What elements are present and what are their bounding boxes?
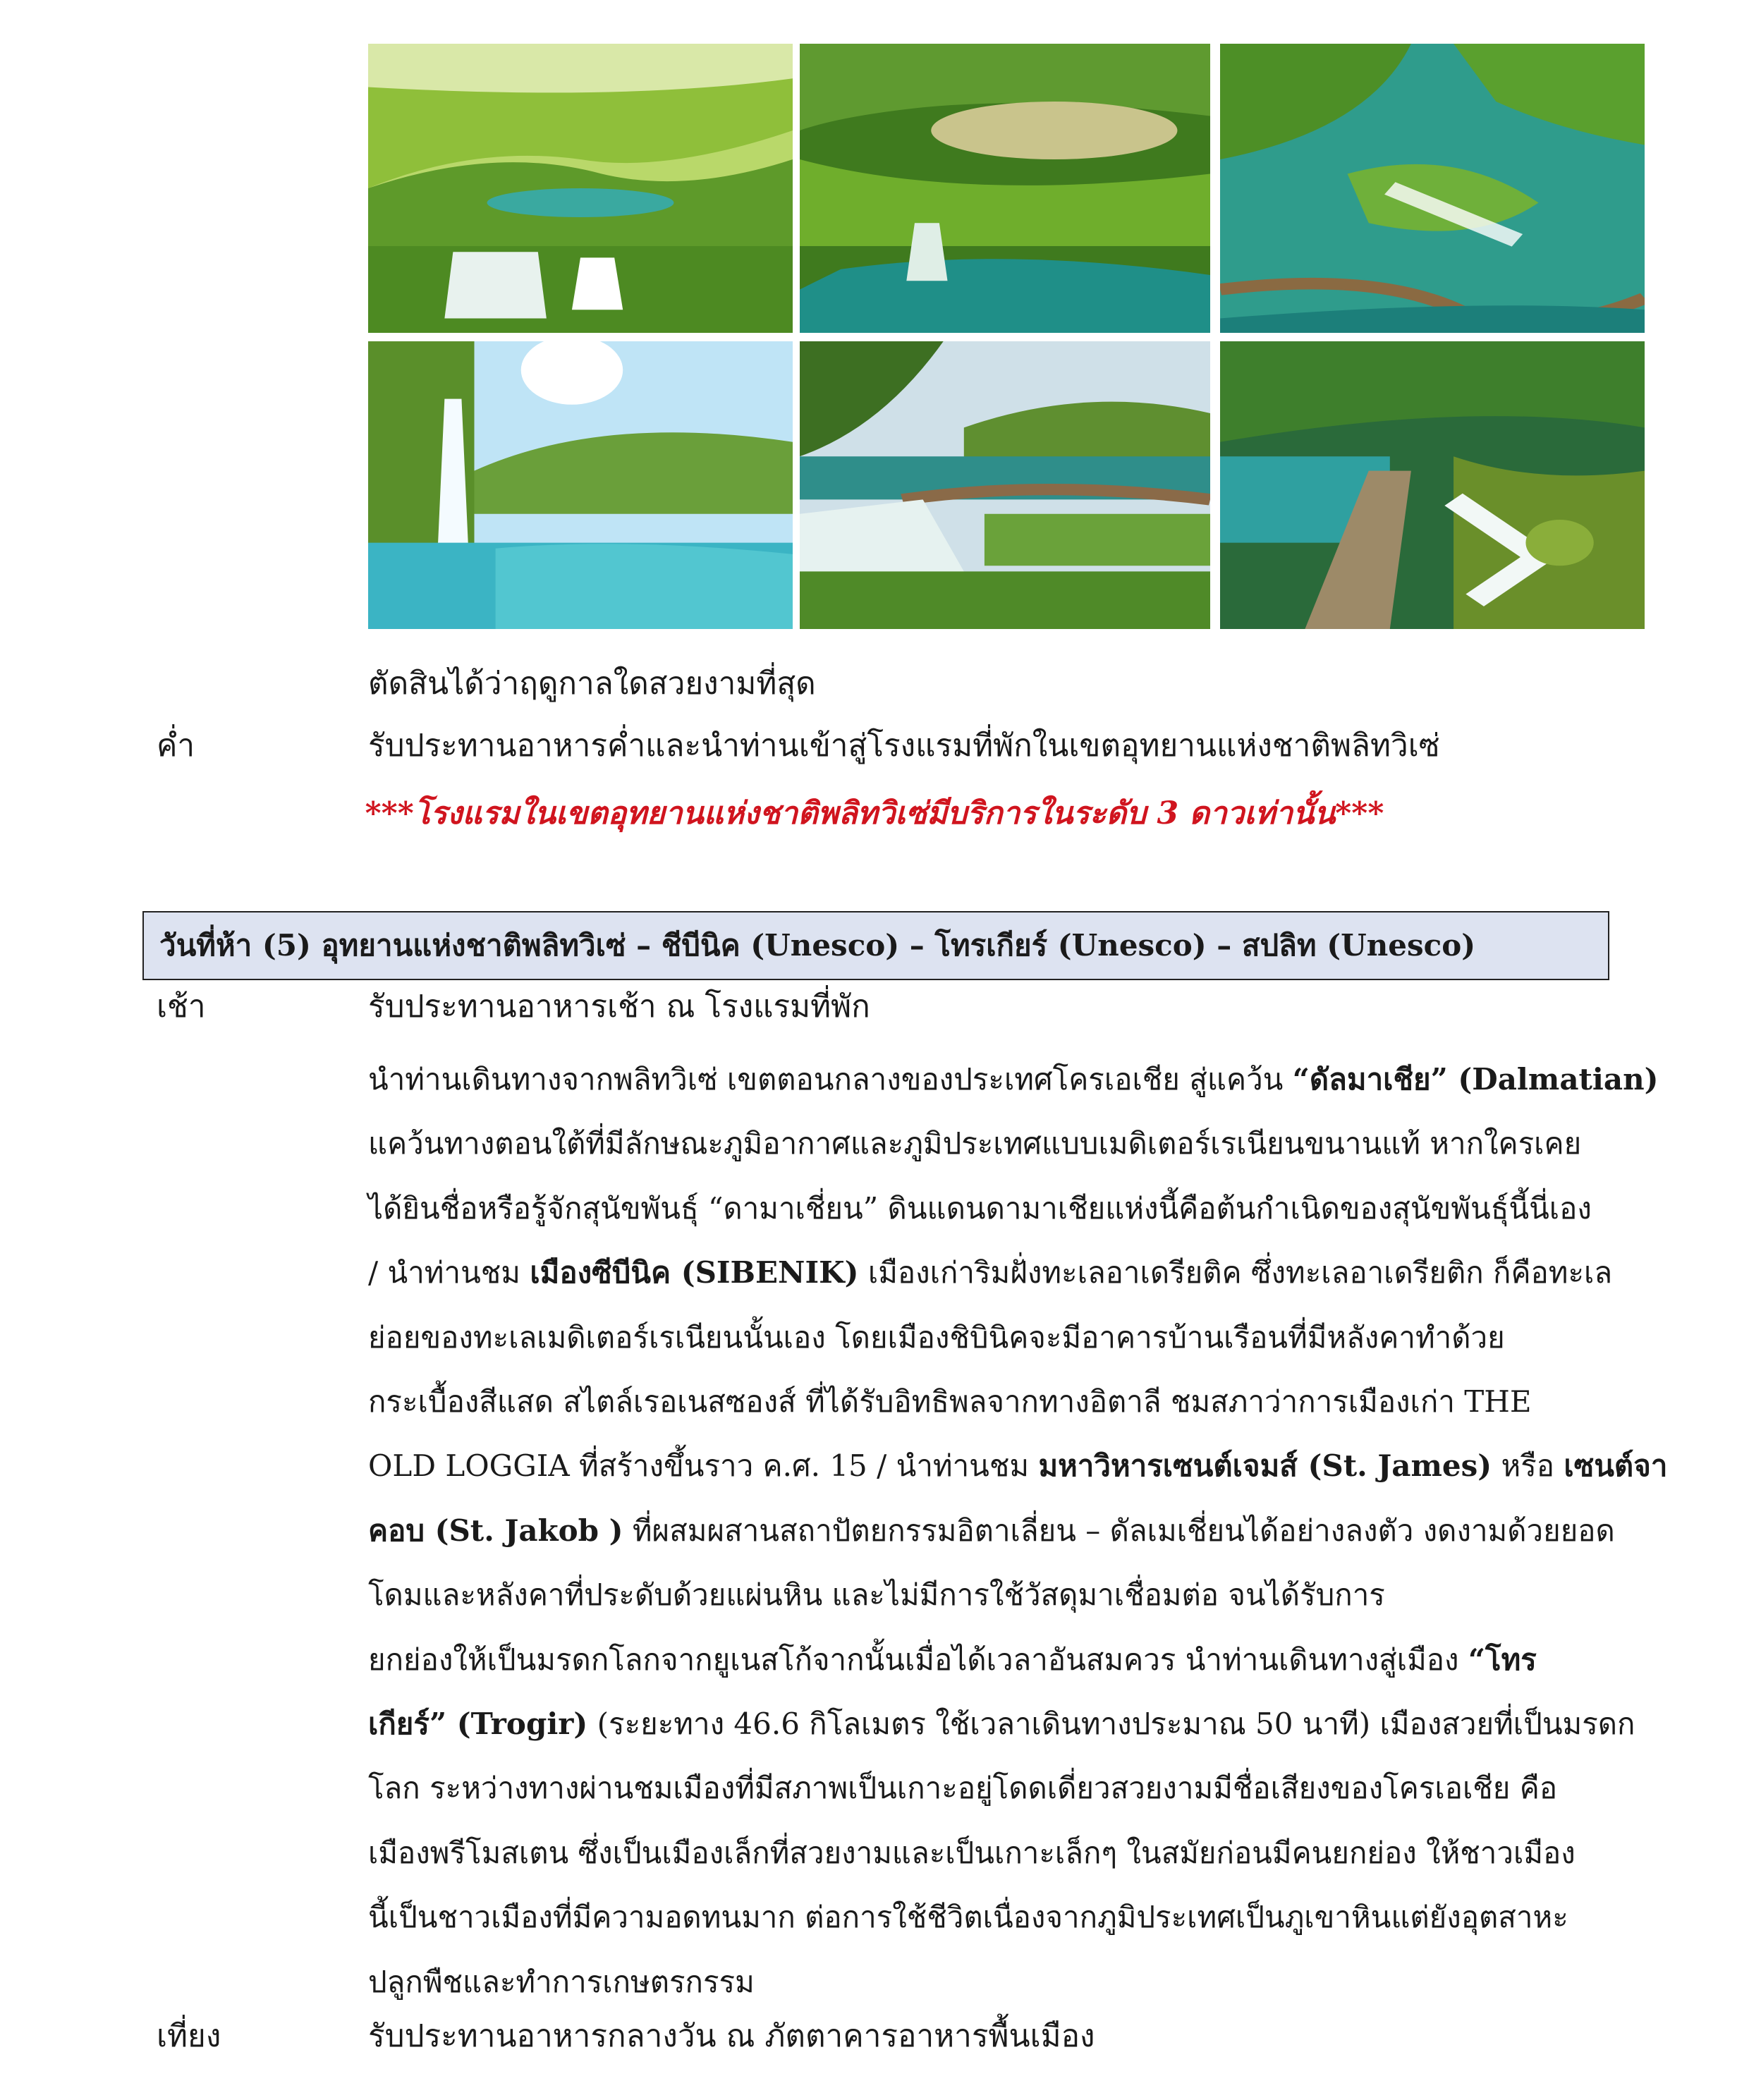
text-run: ได้ยินชื่อหรือรู้จักสุนัขพันธุ์ “ดามาเชี่ยน” ดินแดนดามาเชียแห่งนี้คือต้นกำเนิดของสุนัขพันธุ์นี้นี่เอง — [368, 1190, 1592, 1226]
text-run: โลก ระหว่างทางผ่านชมเมืองที่มีสภาพเป็นเกาะอยู่โดดเดี่ยวสวยงามมีชื่อเสียงของโครเอเชีย คือ — [368, 1771, 1558, 1806]
paragraph-line — [368, 1434, 1668, 1498]
breakfast-text: รับประทานอาหารเช้า ณ โรงแรมที่พัก — [368, 989, 870, 1025]
boardwalk-tourists-photo — [800, 341, 1210, 629]
bold-text: “ดัลมาเชีย” — [1292, 1062, 1448, 1097]
waterfall-valley-photo — [368, 44, 793, 333]
bold-text: มหาวิหารเซนต์เจมส์ (St. James) — [1038, 1448, 1492, 1484]
paragraph-line — [368, 1369, 1609, 1434]
intro-line: ตัดสินได้ว่าฤดูกาลใดสวยงามที่สุด — [368, 666, 816, 702]
bold-text: เซนต์จา — [1564, 1448, 1668, 1484]
paragraph-line — [368, 1111, 1609, 1176]
paragraph-line — [368, 1692, 1635, 1756]
day-five-description — [368, 1047, 1668, 2014]
breakfast-label: เช้า — [157, 989, 206, 1025]
text-run: เมืองพรีโมสเตน ซึ่งเป็นเมืองเล็กที่สวยงามและเป็นเกาะเล็กๆ ในสมัยก่อนมีคนยกย่อง ให้ชาวเมือง — [368, 1835, 1576, 1870]
text-run: นำท่านเดินทางจากพลิทวิเซ่ เขตตอนกลางของประเทศโครเอเชีย สู่แคว้น — [368, 1062, 1293, 1097]
paragraph-line — [368, 1498, 1615, 1563]
paragraph-line — [368, 1950, 1609, 2014]
waterfall-sunny-lake-photo — [368, 341, 793, 629]
text-run: / นำท่านชม — [368, 1255, 530, 1290]
paragraph-line — [368, 1240, 1613, 1305]
text-run: เมืองเก่าริมฝั่งทะเลอาเดรียติค ซึ่งทะเลอาเดรียติก ก็คือทะเล — [858, 1255, 1613, 1290]
hotel-notice: ***โรงแรมในเขตอุทยานแห่งชาติพลิทวิเซ่มีบริการในระดับ 3 ดาวเท่านั้น*** — [365, 795, 1384, 831]
lunch-text: รับประทานอาหารกลางวัน ณ ภัตตาคารอาหารพื้นเมือง — [368, 2018, 1095, 2054]
paragraph-line — [368, 1756, 1609, 1820]
dinner-label: ค่ำ — [157, 728, 195, 764]
paragraph-line — [368, 1563, 1609, 1627]
aerial-lakes-boardwalk-photo — [1220, 44, 1645, 333]
paragraph-line — [368, 1885, 1609, 1949]
bold-text: “โทร — [1468, 1642, 1537, 1677]
text-run: กระเบื้องสีแสด สไตล์เรอเนสซองส์ ที่ได้รับอิทธิพลจากทางอิตาลี ชมสภาว่าการเมืองเก่า THE — [368, 1384, 1532, 1420]
text-run: ที่ผสมผสานสถาปัตยกรรมอิตาเลี่ยน – ดัลเมเชี่ยนได้อย่างลงตัว งดงามด้วยยอด — [623, 1513, 1615, 1548]
green-lake-photo — [800, 44, 1210, 333]
wooden-boardwalk-cascade-photo — [1220, 341, 1645, 629]
paragraph-line — [368, 1047, 1659, 1111]
text-run: ยกย่องให้เป็นมรดกโลกจากยูเนสโก้จากนั้นเมื่อได้เวลาอันสมควร นำท่านเดินทางสู่เมือง — [368, 1642, 1468, 1677]
text-run: โดมและหลังคาที่ประดับด้วยแผ่นหิน และไม่มีการใช้วัสดุมาเชื่อมต่อ จนได้รับการ — [368, 1577, 1385, 1613]
lunch-label: เที่ยง — [157, 2018, 221, 2054]
day-five-header: วันที่ห้า (5) อุทยานแห่งชาติพลิทวิเซ่ – ชีบีนิค (Unesco) – โทรเกียร์ (Unesco) – สปลิท (Unesco) — [142, 911, 1609, 980]
paragraph-line — [368, 1628, 1609, 1692]
bold-text: เมืองซีบีนิค (SIBENIK) — [530, 1255, 859, 1290]
text-run: (ระยะทาง 46.6 กิโลเมตร ใช้เวลาเดินทางประมาณ 50 นาที) เมืองสวยที่เป็นมรดก — [587, 1707, 1635, 1742]
text-run: แคว้นทางตอนใต้ที่มีลักษณะภูมิอากาศและภูมิประเทศแบบเมดิเตอร์เรเนียนขนานแท้ หากใครเคย — [368, 1126, 1582, 1161]
bold-text: คอบ (St. Jakob ) — [368, 1513, 623, 1548]
paragraph-line — [368, 1821, 1609, 1885]
text-run: ปลูกพืชและทำการเกษตรกรรม — [368, 1964, 755, 1999]
bold-text: เกียร์” (Trogir) — [368, 1707, 588, 1742]
dinner-text: รับประทานอาหารค่ำและนำท่านเข้าสู่โรงแรมที่พักในเขตอุทยานแห่งชาติพลิทวิเซ่ — [368, 728, 1440, 764]
photo-collage — [368, 44, 1645, 629]
paragraph-line — [368, 1176, 1609, 1240]
text-run: นี้เป็นชาวเมืองที่มีความอดทนมาก ต่อการใช้ชีวิตเนื่องจากภูมิประเทศเป็นภูเขาหินแต่ยังอุตสาหะ — [368, 1900, 1568, 1935]
bold-text: (Dalmatian) — [1447, 1062, 1659, 1097]
paragraph-line — [368, 1305, 1609, 1369]
text-run: หรือ — [1492, 1448, 1564, 1484]
text-run: OLD LOGGIA ที่สร้างขึ้นราว ค.ศ. 15 / นำท่านชม — [368, 1448, 1039, 1484]
text-run: ย่อยของทะเลเมดิเตอร์เรเนียนนั้นเอง โดยเมืองชิบินิคจะมีอาคารบ้านเรือนที่มีหลังคาทำด้วย — [368, 1319, 1505, 1355]
